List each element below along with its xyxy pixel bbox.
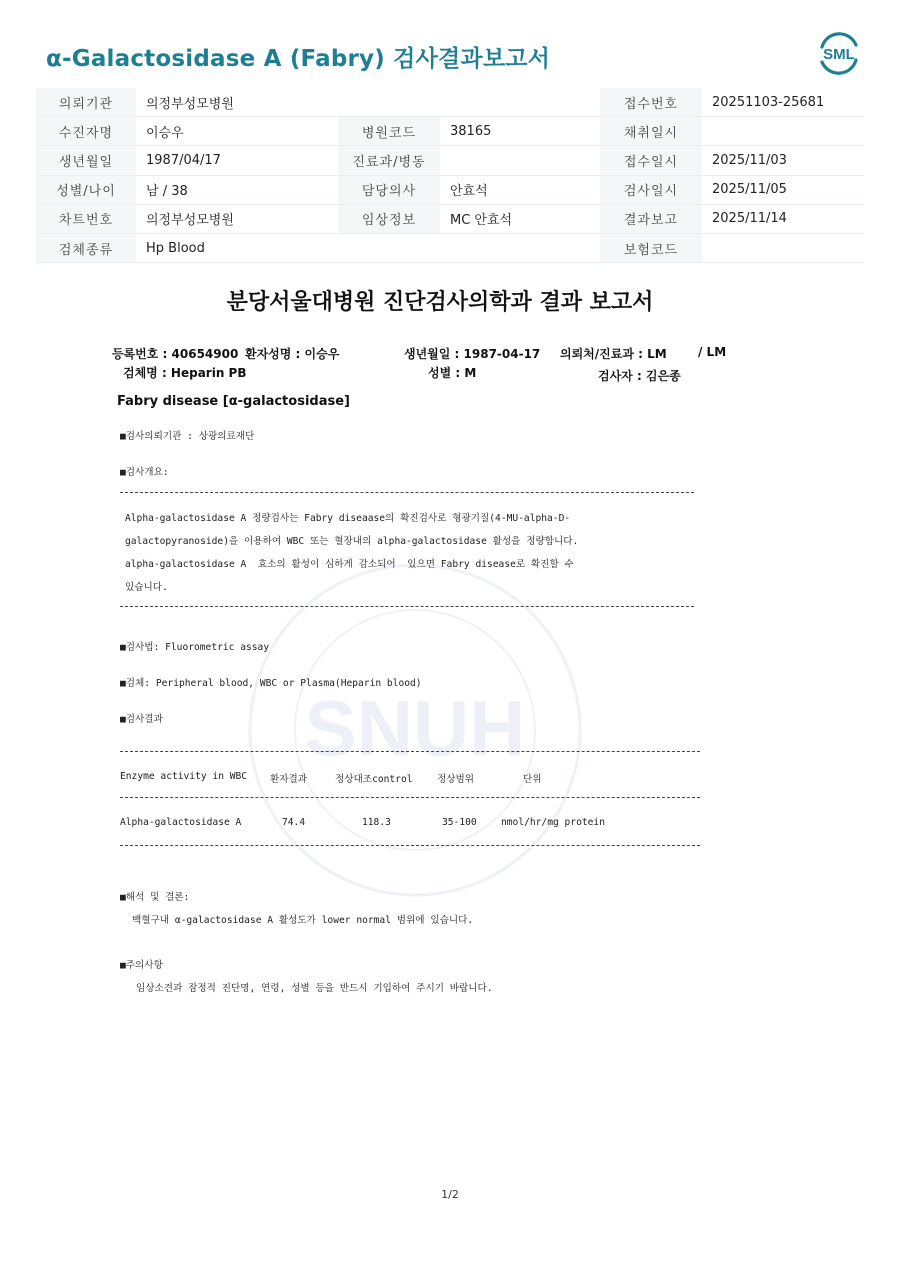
info-label: 생년월일 (36, 146, 136, 175)
info-value: 의정부성모병원 (136, 204, 338, 233)
info-value: Hp Blood (136, 233, 338, 262)
info-value (702, 233, 864, 262)
result-heading: ■검사결과 (120, 714, 163, 725)
test-section-title: Fabry disease [α-galactosidase] (117, 394, 350, 409)
specimen-type: ■검체: Peripheral blood, WBC or Plasma(Heparin blood) (120, 678, 422, 689)
watermark-text: SNUH (304, 684, 526, 772)
info-label: 채취일시 (600, 117, 702, 146)
interpretation-text: 백혈구내 α-galactosidase A 활성도가 lower normal 범위에 있습니다. (132, 915, 474, 926)
result-header-unit: 단위 (523, 774, 542, 785)
result-patient-value: 74.4 (282, 817, 306, 828)
snuh-watermark (240, 555, 590, 905)
overview-text: galactopyranoside)을 이용하여 WBC 또는 혈장내의 alpha-galactosidase 활성을 정량합니다. (125, 536, 579, 547)
page-number: 1/2 (441, 1188, 459, 1201)
result-header-control: 정상대조control (335, 774, 413, 785)
divider (120, 797, 700, 798)
info-label: 병원코드 (338, 117, 440, 146)
info-label: 검사일시 (600, 175, 702, 204)
info-label: 검체종류 (36, 233, 136, 262)
info-value (440, 233, 600, 262)
info-label: 임상정보 (338, 204, 440, 233)
info-value: 2025/11/14 (702, 204, 864, 233)
info-value: 38165 (440, 117, 600, 146)
info-label: 접수번호 (600, 88, 702, 117)
result-header-patient: 환자결과 (270, 774, 308, 785)
info-value (702, 117, 864, 146)
info-value: 이승우 (136, 117, 338, 146)
info-value: 의정부성모병원 (136, 88, 338, 117)
info-value: 남 / 38 (136, 175, 338, 204)
info-row (36, 146, 864, 175)
result-control-value: 118.3 (362, 817, 391, 828)
result-normal-range: 35-100 (442, 817, 477, 828)
reg-number: 등록번호 : 40654900 (112, 347, 239, 361)
info-label: 의뢰기관 (36, 88, 136, 117)
requesting-dept-2: / LM (698, 345, 727, 359)
patient-info-table (36, 88, 864, 263)
info-row (36, 175, 864, 204)
overview-heading: ■검사개요: (120, 467, 169, 478)
report-heading: 분당서울대병원 진단검사의학과 결과 보고서 (226, 290, 654, 315)
info-value (440, 146, 600, 175)
embedded-report (100, 275, 780, 1175)
info-label: 수진자명 (36, 117, 136, 146)
info-label: 접수일시 (600, 146, 702, 175)
info-label: 진료과/병동 (338, 146, 440, 175)
divider (120, 751, 700, 752)
report-title-header: α-Galactosidase A (Fabry) 검사결과보고서 (46, 46, 551, 72)
sml-logo (815, 30, 863, 76)
patient-name: 환자성명 : 이승우 (245, 347, 340, 361)
info-value: 2025/11/05 (702, 175, 864, 204)
info-value: 1987/04/17 (136, 146, 338, 175)
info-label: 차트번호 (36, 204, 136, 233)
result-header-test: Enzyme activity in WBC (120, 771, 248, 782)
notes-text: 임상소견과 잠정적 진단명, 연령, 성별 등을 반드시 기입하여 주시기 바랍니다. (136, 983, 493, 994)
divider (120, 845, 700, 846)
requesting-org: ■검사의뢰기관 : 상광의료재단 (120, 431, 255, 442)
info-value: 20251103-25681 (702, 88, 864, 117)
notes-heading: ■주의사항 (120, 960, 163, 971)
info-label: 성별/나이 (36, 175, 136, 204)
info-value (338, 88, 440, 117)
requesting-dept: 의뢰처/진료과 : LM (560, 347, 667, 361)
info-row (36, 204, 864, 233)
overview-text: Alpha-galactosidase A 정량검사는 Fabry diseaase의 확진검사로 형광기질(4-MU-alpha-D- (125, 513, 571, 524)
specimen-name: 검체명 : Heparin PB (123, 366, 247, 380)
test-method: ■검사법: Fluorometric assay (120, 642, 270, 653)
info-label: 담당의사 (338, 175, 440, 204)
info-value (440, 88, 600, 117)
info-value: 2025/11/03 (702, 146, 864, 175)
result-header-range: 정상범위 (437, 774, 475, 785)
info-value (338, 233, 440, 262)
info-label: 보험코드 (600, 233, 702, 262)
info-label: 결과보고 (600, 204, 702, 233)
info-row (36, 117, 864, 146)
divider (120, 492, 694, 493)
info-row (36, 233, 864, 262)
result-test-name: Alpha-galactosidase A (120, 817, 242, 828)
tester: 검사자 : 김은종 (598, 369, 681, 383)
info-value: MC 안효석 (440, 204, 600, 233)
overview-text: 있습니다. (125, 582, 168, 593)
sex: 성별 : M (428, 366, 477, 380)
result-unit: nmol/hr/mg protein (501, 817, 605, 828)
birth-date: 생년월일 : 1987-04-17 (404, 347, 541, 361)
logo-text: SML (823, 46, 855, 63)
info-value: 안효석 (440, 175, 600, 204)
overview-text: alpha-galactosidase A 효소의 활성이 심하게 감소되어 있으면 Fabry disease로 확진할 수 (125, 559, 574, 570)
info-row (36, 88, 864, 117)
divider (120, 606, 694, 607)
interpretation-heading: ■해석 및 결론: (120, 892, 190, 903)
